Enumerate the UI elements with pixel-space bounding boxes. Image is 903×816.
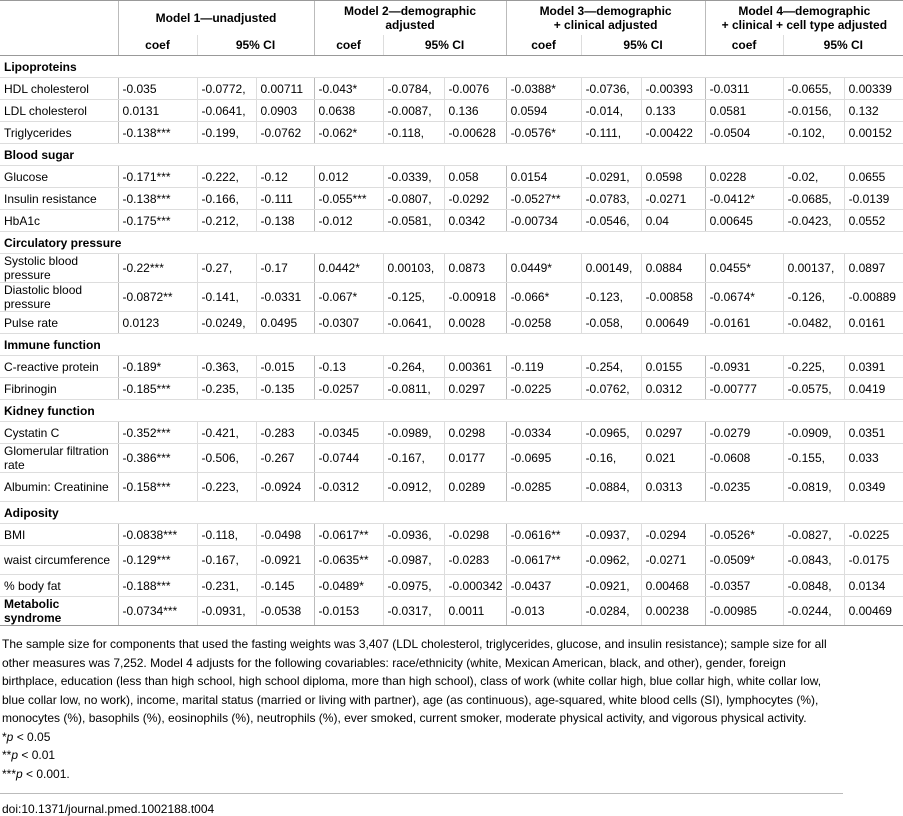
coef-cell: -0.055*** xyxy=(314,188,383,210)
ci-upper-cell: -0.0294 xyxy=(641,524,705,546)
coef-header: coef xyxy=(314,35,383,56)
section-header-row xyxy=(0,144,903,166)
ci-upper-cell: -0.00858 xyxy=(641,283,705,312)
table-row xyxy=(0,473,903,502)
ci-lower-cell: -0.0989, xyxy=(383,422,444,444)
section-title: Immune function xyxy=(0,334,903,356)
coef-cell: -0.0225 xyxy=(506,378,581,400)
row-label: Metabolic syndrome xyxy=(0,597,118,626)
ci-lower-cell: -0.421, xyxy=(197,422,256,444)
ci-upper-cell: -0.0271 xyxy=(641,188,705,210)
coef-cell: -0.0258 xyxy=(506,312,581,334)
table-row xyxy=(0,122,903,144)
ci-upper-cell: 0.0598 xyxy=(641,166,705,188)
coef-cell: -0.0695 xyxy=(506,444,581,473)
ci-upper-cell: 0.00152 xyxy=(844,122,903,144)
table-body xyxy=(0,56,903,626)
section-header-row xyxy=(0,56,903,78)
coef-cell: -0.066* xyxy=(506,283,581,312)
coef-cell: 0.0581 xyxy=(705,100,783,122)
coef-cell: -0.158*** xyxy=(118,473,197,502)
coef-cell: -0.185*** xyxy=(118,378,197,400)
ci-upper-cell: -0.283 xyxy=(256,422,314,444)
ci-lower-cell: -0.0685, xyxy=(783,188,844,210)
coef-cell: -0.0279 xyxy=(705,422,783,444)
table-row xyxy=(0,444,903,473)
coef-cell: -0.0235 xyxy=(705,473,783,502)
coef-cell: -0.0504 xyxy=(705,122,783,144)
ci-upper-cell: 0.021 xyxy=(641,444,705,473)
ci-lower-cell: -0.0736, xyxy=(581,78,641,100)
coef-cell: 0.0228 xyxy=(705,166,783,188)
ci-lower-cell: -0.125, xyxy=(383,283,444,312)
ci-upper-cell: -0.0538 xyxy=(256,597,314,626)
notes-paragraph: The sample size for components that used the fasting weights was 3,407 (LDL cholesterol, triglycerides, glucose, and insulin resistance); sample size for all other measures was 7,252. Model 4 adjusts for the following covariables: race/ethnicity (white, Mexican American, black, and other), gender, foreign birthplace, education (less than high school, high school diploma, more than high school), class of work (white collar high, blue collar high, white collar low, blue collar low, no work), income, marital status (married or living with partner), age (as continuous), age-squared, white blood cells (SI), lymphocytes (%), monocytes (%), basophils (%), eosinophils (%), neutrophils (%), ever smoked, current smoker, moderate physical activity, and vigorous physical activity. xyxy=(2,637,827,725)
ci-lower-cell: -0.0848, xyxy=(783,575,844,597)
ci-upper-cell: -0.145 xyxy=(256,575,314,597)
coef-cell: -0.0617** xyxy=(314,524,383,546)
ci-upper-cell: 0.0161 xyxy=(844,312,903,334)
coef-cell: -0.0489* xyxy=(314,575,383,597)
section-header-row xyxy=(0,400,903,422)
ci-upper-cell: 0.0289 xyxy=(444,473,506,502)
coef-cell: 0.0154 xyxy=(506,166,581,188)
section-title: Lipoproteins xyxy=(0,56,903,78)
table-row xyxy=(0,166,903,188)
ci-upper-cell: 0.00361 xyxy=(444,356,506,378)
model1-header: Model 1—unadjusted xyxy=(118,1,314,36)
coef-cell: -0.0527** xyxy=(506,188,581,210)
ci-lower-cell: -0.231, xyxy=(197,575,256,597)
ci-upper-cell: -0.0292 xyxy=(444,188,506,210)
ci-lower-cell: -0.0575, xyxy=(783,378,844,400)
coef-cell: -0.0412* xyxy=(705,188,783,210)
ci-upper-cell: -0.00393 xyxy=(641,78,705,100)
ci-upper-cell: 0.0349 xyxy=(844,473,903,502)
ci-lower-cell: 0.00103, xyxy=(383,254,444,283)
ci-upper-cell: 0.0342 xyxy=(444,210,506,232)
ci-lower-cell: -0.02, xyxy=(783,166,844,188)
coef-cell: -0.0744 xyxy=(314,444,383,473)
ci-lower-cell: -0.506, xyxy=(197,444,256,473)
ci-upper-cell: 0.0313 xyxy=(641,473,705,502)
coef-cell: -0.0307 xyxy=(314,312,383,334)
ci-upper-cell: 0.0297 xyxy=(444,378,506,400)
ci-upper-cell: -0.0283 xyxy=(444,546,506,575)
empty-subheader-cell xyxy=(0,35,118,56)
ci-lower-cell: -0.167, xyxy=(383,444,444,473)
ci-upper-cell: 0.0552 xyxy=(844,210,903,232)
ci-upper-cell: 0.133 xyxy=(641,100,705,122)
coef-cell: 0.012 xyxy=(314,166,383,188)
coef-cell: -0.138*** xyxy=(118,188,197,210)
ci-lower-cell: -0.0249, xyxy=(197,312,256,334)
ci-upper-cell: -0.138 xyxy=(256,210,314,232)
doi-line: doi:10.1371/journal.pmed.1002188.t004 xyxy=(0,793,843,816)
ci-lower-cell: -0.0811, xyxy=(383,378,444,400)
ci-lower-cell: -0.0087, xyxy=(383,100,444,122)
coef-cell: -0.035 xyxy=(118,78,197,100)
ci-upper-cell: -0.0924 xyxy=(256,473,314,502)
coef-cell: -0.00734 xyxy=(506,210,581,232)
ci-upper-cell: 0.0495 xyxy=(256,312,314,334)
section-title: Circulatory pressure xyxy=(0,232,903,254)
coef-cell: -0.0734*** xyxy=(118,597,197,626)
coef-cell: 0.0638 xyxy=(314,100,383,122)
ci-lower-cell: -0.0291, xyxy=(581,166,641,188)
table-row xyxy=(0,575,903,597)
ci-lower-cell: -0.0807, xyxy=(383,188,444,210)
table-row xyxy=(0,100,903,122)
ci-lower-cell: 0.00137, xyxy=(783,254,844,283)
ci-upper-cell: 0.00711 xyxy=(256,78,314,100)
coef-header: coef xyxy=(705,35,783,56)
ci-upper-cell: 0.0903 xyxy=(256,100,314,122)
ci-upper-cell: -0.0175 xyxy=(844,546,903,575)
coef-cell: -0.189* xyxy=(118,356,197,378)
ci-upper-cell: 0.0155 xyxy=(641,356,705,378)
row-label: HbA1c xyxy=(0,210,118,232)
ci-lower-cell: -0.0987, xyxy=(383,546,444,575)
coef-cell: -0.0311 xyxy=(705,78,783,100)
model-header-row xyxy=(0,1,903,36)
table-row xyxy=(0,312,903,334)
ci-lower-cell: -0.0581, xyxy=(383,210,444,232)
ci-upper-cell: -0.135 xyxy=(256,378,314,400)
coef-cell: -0.043* xyxy=(314,78,383,100)
coef-cell: -0.188*** xyxy=(118,575,197,597)
coef-cell: -0.138*** xyxy=(118,122,197,144)
ci-upper-cell: -0.12 xyxy=(256,166,314,188)
ci-lower-cell: -0.199, xyxy=(197,122,256,144)
ci-lower-cell: -0.0965, xyxy=(581,422,641,444)
ci-lower-cell: -0.0819, xyxy=(783,473,844,502)
ci-lower-cell: 0.00149, xyxy=(581,254,641,283)
row-label: Insulin resistance xyxy=(0,188,118,210)
ci-lower-cell: -0.0921, xyxy=(581,575,641,597)
ci-lower-cell: -0.0244, xyxy=(783,597,844,626)
ci-upper-cell: -0.00918 xyxy=(444,283,506,312)
ci-lower-cell: -0.254, xyxy=(581,356,641,378)
ci-lower-cell: -0.0317, xyxy=(383,597,444,626)
coef-cell: -0.0872** xyxy=(118,283,197,312)
coef-cell: -0.062* xyxy=(314,122,383,144)
significance-note: *p < 0.05 xyxy=(2,729,51,744)
coef-cell: -0.171*** xyxy=(118,166,197,188)
coef-cell: 0.00645 xyxy=(705,210,783,232)
ci-upper-cell: 0.0297 xyxy=(641,422,705,444)
ci-upper-cell: 0.00469 xyxy=(844,597,903,626)
ci-upper-cell: 0.0897 xyxy=(844,254,903,283)
coef-cell: -0.13 xyxy=(314,356,383,378)
row-label: Diastolic blood pressure xyxy=(0,283,118,312)
row-label: Systolic blood pressure xyxy=(0,254,118,283)
ci-upper-cell: -0.0298 xyxy=(444,524,506,546)
model2-header: Model 2—demographic adjusted xyxy=(314,1,506,36)
ci-lower-cell: -0.0884, xyxy=(581,473,641,502)
ci-upper-cell: -0.17 xyxy=(256,254,314,283)
ci-lower-cell: -0.0156, xyxy=(783,100,844,122)
ci-lower-cell: -0.0772, xyxy=(197,78,256,100)
ci-upper-cell: 0.0884 xyxy=(641,254,705,283)
ci-lower-cell: -0.102, xyxy=(783,122,844,144)
model4-header: Model 4—demographic + clinical + cell type adjusted xyxy=(705,1,903,36)
ci-lower-cell: -0.0912, xyxy=(383,473,444,502)
coef-cell: -0.0576* xyxy=(506,122,581,144)
ci-lower-cell: -0.363, xyxy=(197,356,256,378)
ci-upper-cell: -0.00628 xyxy=(444,122,506,144)
ci-upper-cell: -0.00889 xyxy=(844,283,903,312)
ci-upper-cell: 0.0873 xyxy=(444,254,506,283)
ci-lower-cell: -0.126, xyxy=(783,283,844,312)
row-label: Glucose xyxy=(0,166,118,188)
ci-lower-cell: -0.167, xyxy=(197,546,256,575)
coef-cell: -0.0526* xyxy=(705,524,783,546)
significance-note: ***p < 0.001. xyxy=(2,766,70,781)
table-row xyxy=(0,524,903,546)
coef-cell: -0.0617** xyxy=(506,546,581,575)
coef-cell: -0.0153 xyxy=(314,597,383,626)
ci-lower-cell: -0.0762, xyxy=(581,378,641,400)
ci-upper-cell: 0.00649 xyxy=(641,312,705,334)
row-label: BMI xyxy=(0,524,118,546)
coef-cell: -0.0312 xyxy=(314,473,383,502)
ci-upper-cell: -0.0498 xyxy=(256,524,314,546)
ci-lower-cell: -0.222, xyxy=(197,166,256,188)
ci-lower-cell: -0.0655, xyxy=(783,78,844,100)
table-row xyxy=(0,210,903,232)
ci-upper-cell: -0.0921 xyxy=(256,546,314,575)
ci-upper-cell: -0.0139 xyxy=(844,188,903,210)
coef-cell: -0.0388* xyxy=(506,78,581,100)
ci-upper-cell: 0.0419 xyxy=(844,378,903,400)
coef-cell: -0.067* xyxy=(314,283,383,312)
ci-upper-cell: 0.04 xyxy=(641,210,705,232)
row-label: % body fat xyxy=(0,575,118,597)
ci-lower-cell: -0.0339, xyxy=(383,166,444,188)
ci-upper-cell: -0.0331 xyxy=(256,283,314,312)
coef-cell: -0.352*** xyxy=(118,422,197,444)
ci-lower-cell: -0.225, xyxy=(783,356,844,378)
ci-upper-cell: 0.0351 xyxy=(844,422,903,444)
ci-lower-cell: -0.0482, xyxy=(783,312,844,334)
coef-cell: 0.0455* xyxy=(705,254,783,283)
coef-cell: -0.129*** xyxy=(118,546,197,575)
coef-cell: -0.0635** xyxy=(314,546,383,575)
ci-upper-cell: 0.0312 xyxy=(641,378,705,400)
coef-cell: -0.119 xyxy=(506,356,581,378)
ci-upper-cell: -0.0271 xyxy=(641,546,705,575)
ci-upper-cell: 0.0655 xyxy=(844,166,903,188)
ci-lower-cell: -0.0936, xyxy=(383,524,444,546)
ci-lower-cell: -0.058, xyxy=(581,312,641,334)
ci-header: 95% CI xyxy=(383,35,506,56)
ci-upper-cell: 0.00339 xyxy=(844,78,903,100)
ci-lower-cell: -0.27, xyxy=(197,254,256,283)
ci-lower-cell: -0.118, xyxy=(383,122,444,144)
row-label: Glomerular filtration rate xyxy=(0,444,118,473)
ci-lower-cell: -0.235, xyxy=(197,378,256,400)
ci-header: 95% CI xyxy=(197,35,314,56)
ci-upper-cell: 0.136 xyxy=(444,100,506,122)
coef-cell: -0.22*** xyxy=(118,254,197,283)
ci-lower-cell: -0.0962, xyxy=(581,546,641,575)
coef-cell: -0.0345 xyxy=(314,422,383,444)
ci-lower-cell: -0.123, xyxy=(581,283,641,312)
coef-cell: -0.0608 xyxy=(705,444,783,473)
ci-upper-cell: 0.0028 xyxy=(444,312,506,334)
subheader-row xyxy=(0,35,903,56)
coef-cell: 0.0123 xyxy=(118,312,197,334)
coef-cell: -0.00777 xyxy=(705,378,783,400)
ci-upper-cell: 0.0134 xyxy=(844,575,903,597)
ci-lower-cell: -0.155, xyxy=(783,444,844,473)
coef-header: coef xyxy=(118,35,197,56)
coef-cell: 0.0131 xyxy=(118,100,197,122)
section-header-row xyxy=(0,232,903,254)
coef-cell: -0.0674* xyxy=(705,283,783,312)
row-label: waist circumference xyxy=(0,546,118,575)
ci-lower-cell: -0.0843, xyxy=(783,546,844,575)
coef-cell: 0.0442* xyxy=(314,254,383,283)
row-label: Cystatin C xyxy=(0,422,118,444)
ci-lower-cell: -0.212, xyxy=(197,210,256,232)
ci-upper-cell: -0.0225 xyxy=(844,524,903,546)
section-title: Adiposity xyxy=(0,502,903,524)
ci-lower-cell: -0.0937, xyxy=(581,524,641,546)
ci-lower-cell: -0.0931, xyxy=(197,597,256,626)
coef-cell: -0.0437 xyxy=(506,575,581,597)
table-row xyxy=(0,597,903,626)
coef-cell: -0.012 xyxy=(314,210,383,232)
coef-cell: -0.0257 xyxy=(314,378,383,400)
row-label: Fibrinogin xyxy=(0,378,118,400)
row-label: LDL cholesterol xyxy=(0,100,118,122)
coef-cell: -0.0616** xyxy=(506,524,581,546)
ci-upper-cell: 0.0298 xyxy=(444,422,506,444)
ci-upper-cell: -0.267 xyxy=(256,444,314,473)
ci-lower-cell: -0.16, xyxy=(581,444,641,473)
table-notes xyxy=(0,635,843,783)
coef-cell: -0.013 xyxy=(506,597,581,626)
ci-upper-cell: -0.015 xyxy=(256,356,314,378)
ci-upper-cell: 0.0011 xyxy=(444,597,506,626)
table-row xyxy=(0,283,903,312)
coef-cell: -0.0285 xyxy=(506,473,581,502)
table-row xyxy=(0,78,903,100)
ci-lower-cell: -0.223, xyxy=(197,473,256,502)
coef-cell: -0.0161 xyxy=(705,312,783,334)
coef-cell: -0.0509* xyxy=(705,546,783,575)
section-title: Blood sugar xyxy=(0,144,903,166)
ci-upper-cell: -0.0076 xyxy=(444,78,506,100)
ci-lower-cell: -0.0827, xyxy=(783,524,844,546)
ci-upper-cell: 0.00238 xyxy=(641,597,705,626)
ci-lower-cell: -0.0641, xyxy=(197,100,256,122)
row-label: HDL cholesterol xyxy=(0,78,118,100)
section-header-row xyxy=(0,334,903,356)
coef-cell: 0.0594 xyxy=(506,100,581,122)
coef-cell: -0.00985 xyxy=(705,597,783,626)
table-row xyxy=(0,188,903,210)
ci-header: 95% CI xyxy=(581,35,705,56)
table-row xyxy=(0,356,903,378)
ci-upper-cell: -0.0762 xyxy=(256,122,314,144)
coef-cell: -0.0357 xyxy=(705,575,783,597)
ci-upper-cell: -0.111 xyxy=(256,188,314,210)
table-row xyxy=(0,254,903,283)
model3-header: Model 3—demographic + clinical adjusted xyxy=(506,1,705,36)
significance-note: **p < 0.01 xyxy=(2,748,56,762)
coef-cell: -0.0931 xyxy=(705,356,783,378)
ci-upper-cell: 0.00468 xyxy=(641,575,705,597)
coef-cell: 0.0449* xyxy=(506,254,581,283)
table-row xyxy=(0,378,903,400)
ci-upper-cell: -0.00422 xyxy=(641,122,705,144)
ci-lower-cell: -0.0641, xyxy=(383,312,444,334)
section-header-row xyxy=(0,502,903,524)
coef-cell: -0.0334 xyxy=(506,422,581,444)
ci-upper-cell: 0.058 xyxy=(444,166,506,188)
ci-lower-cell: -0.264, xyxy=(383,356,444,378)
ci-upper-cell: 0.132 xyxy=(844,100,903,122)
table-row xyxy=(0,546,903,575)
ci-lower-cell: -0.111, xyxy=(581,122,641,144)
ci-lower-cell: -0.141, xyxy=(197,283,256,312)
ci-header: 95% CI xyxy=(783,35,903,56)
ci-lower-cell: -0.0909, xyxy=(783,422,844,444)
ci-upper-cell: -0.000342 xyxy=(444,575,506,597)
ci-lower-cell: -0.0546, xyxy=(581,210,641,232)
ci-lower-cell: -0.0975, xyxy=(383,575,444,597)
coef-cell: -0.175*** xyxy=(118,210,197,232)
ci-lower-cell: -0.0423, xyxy=(783,210,844,232)
row-label: Triglycerides xyxy=(0,122,118,144)
row-label: Pulse rate xyxy=(0,312,118,334)
row-label: Albumin: Creatinine xyxy=(0,473,118,502)
ci-lower-cell: -0.0783, xyxy=(581,188,641,210)
row-label: C-reactive protein xyxy=(0,356,118,378)
ci-lower-cell: -0.166, xyxy=(197,188,256,210)
ci-upper-cell: 0.0177 xyxy=(444,444,506,473)
table-row xyxy=(0,422,903,444)
ci-lower-cell: -0.0784, xyxy=(383,78,444,100)
ci-lower-cell: -0.014, xyxy=(581,100,641,122)
coef-cell: -0.0838*** xyxy=(118,524,197,546)
ci-upper-cell: 0.033 xyxy=(844,444,903,473)
coef-cell: -0.386*** xyxy=(118,444,197,473)
ci-lower-cell: -0.118, xyxy=(197,524,256,546)
ci-upper-cell: 0.0391 xyxy=(844,356,903,378)
section-title: Kidney function xyxy=(0,400,903,422)
ci-lower-cell: -0.0284, xyxy=(581,597,641,626)
empty-corner-cell xyxy=(0,1,118,36)
coef-header: coef xyxy=(506,35,581,56)
